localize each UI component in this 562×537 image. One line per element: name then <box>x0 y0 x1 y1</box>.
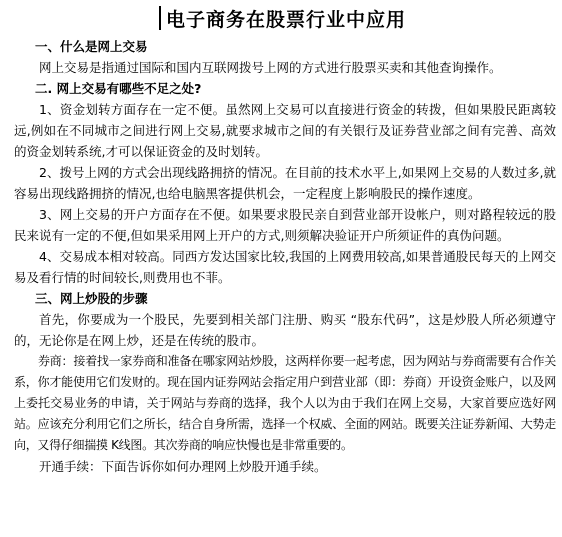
text-cursor <box>159 6 161 30</box>
section-2-heading: 二. 网上交易有哪些不足之处? <box>35 81 202 96</box>
section-2-item-3: 3、网上交易的开户方面存在不便。如果要求股民亲自到营业部开设帐户，则对路程较远的股民来说有一定的不便,但如果采用网上开户的方式,则须解决验证开户所须证件的真伪问题。 <box>14 207 556 243</box>
page-title: 电子商务在股票行业中应用 <box>166 9 407 31</box>
section-2-item-4: 4、交易成本相对较高。同西方发达国家比较,我国的上网费用较高,如果普通股民每天的上网交易及看行情的时间较长,则费用也不菲。 <box>14 249 556 285</box>
section-1-paragraph: 网上交易是指通过国际和国内互联网拨号上网的方式进行股票买卖和其他查询操作。 <box>39 60 502 75</box>
section-3-heading: 三、网上炒股的步骤 <box>35 291 148 306</box>
section-3-paragraph-3: 开通手续：下面告诉你如何办理网上炒股开通手续。 <box>39 459 327 474</box>
section-2-item-1: 1、资金划转方面存在一定不便。虽然网上交易可以直接进行资金的转拨，但如果股民距离较远,例如在不同城市之间进行网上交易,就要求城市之间的有关银行及证券营业部之间有完善、高效的资金划转系统,才可以保证资金的及时划转。 <box>14 102 556 159</box>
section-3-paragraph-2: 券商：接着找一家券商和准备在哪家网站炒股，这两样你要一起考虑，因为网站与券商需要有合作关系，你才能使用它们发财的。现在国内证券网站会指定用户到营业部（即：券商）开设资金账户，以及网上委托交易业务的申请，关于网站与券商的选择，我个人以为由于我们在网上交易，大家首要应选好网站。应该充分利用它们之所长，结合自身所需，选择一个权威、全面的网站。既要关注证券新闻、大势走向，又得仔细揣摸 K线图。其次券商的响应快慢也是非常重要的。 <box>14 354 556 452</box>
section-1-heading: 一、什么是网上交易 <box>35 39 148 54</box>
section-3-paragraph-1: 首先，你要成为一个股民，先要到相关部门注册、购买 “股东代码”，这是炒股人所必须遵守的，无论你是在网上炒，还是在传统的股市。 <box>14 312 556 348</box>
section-2-item-2: 2、拨号上网的方式会出现线路拥挤的情况。在目前的技术水平上,如果网上交易的人数过多,就容易出现线路拥挤的情况,也给电脑黑客提供机会，一定程度上影响股民的操作速度。 <box>14 165 556 201</box>
title-row <box>14 0 556 36</box>
